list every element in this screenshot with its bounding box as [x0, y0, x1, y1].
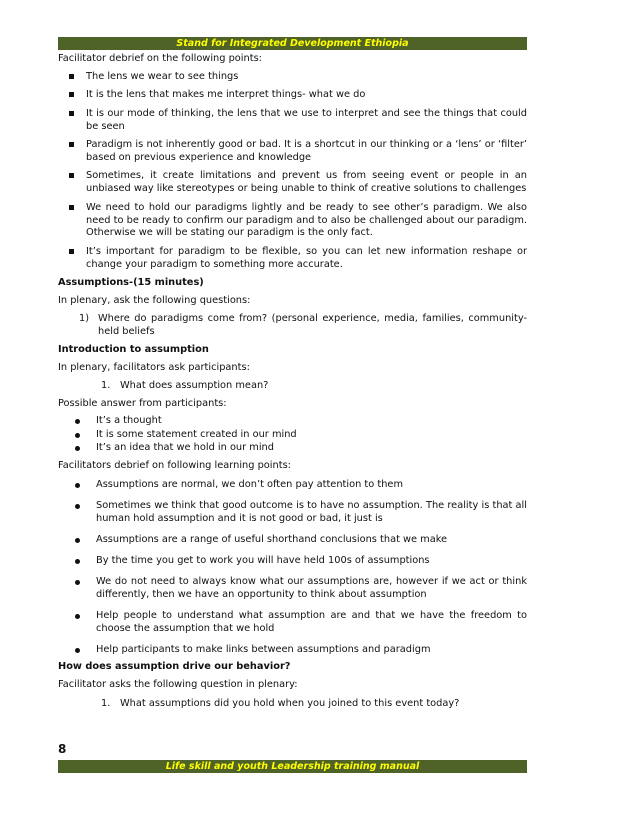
- list-item: Assumptions are a range of useful shorthand conclusions that we make: [58, 534, 527, 547]
- plenary-questions-list: [58, 313, 527, 339]
- list-item: We do not need to always know what our assumptions are, however if we act or think differently, then we have an opportunity to think about assumption: [58, 576, 527, 602]
- list-item: 1. What assumptions did you hold when you joined to this event today?: [101, 697, 460, 709]
- list-item: It is our mode of thinking, the lens that we use to interpret and see the things that could be seen: [58, 108, 527, 134]
- round-bullet-icon: [75, 559, 80, 564]
- answers-list: [58, 415, 527, 455]
- debrief-intro: Facilitator debrief on the following points:: [58, 53, 262, 64]
- round-bullet-icon: [75, 419, 80, 424]
- round-bullet-icon: [75, 504, 80, 509]
- page-number: 8: [58, 742, 67, 756]
- assumptions-heading: Assumptions-(15 minutes): [58, 277, 204, 289]
- learning-intro: Facilitators debrief on following learning points:: [58, 459, 291, 471]
- drive-questions-list: [58, 698, 527, 711]
- round-bullet-icon: [75, 648, 80, 653]
- possible-answer: Possible answer from participants:: [58, 397, 227, 409]
- round-bullet-icon: [75, 580, 80, 585]
- list-item: By the time you get to work you will have held 100s of assumptions: [58, 555, 527, 568]
- list-item: Help participants to make links between assumptions and paradigm: [58, 644, 527, 657]
- round-bullet-icon: [75, 614, 80, 619]
- square-bullet-icon: [69, 142, 74, 147]
- plenary-intro: In plenary, ask the following questions:: [58, 295, 251, 307]
- intro-heading: Introduction to assumption: [58, 343, 209, 355]
- drive-heading: How does assumption drive our behavior?: [58, 661, 291, 673]
- list-item: It’s an idea that we hold in our mind: [58, 442, 527, 455]
- round-bullet-icon: [75, 433, 80, 438]
- header-bar: [58, 37, 527, 50]
- square-bullet-icon: [69, 111, 74, 116]
- learning-points-list: [58, 479, 527, 657]
- list-item: 1. What does assumption mean?: [101, 379, 269, 391]
- list-item: Paradigm is not inherently good or bad. It is a shortcut in our thinking or a ‘lens’ or ‘filter’ based on previous experience and knowledge: [58, 139, 527, 165]
- list-item: Sometimes, it create limitations and prevent us from seeing event or people in an unbiased way like stereotypes or being unable to think of creative solutions to challenges: [58, 170, 527, 196]
- list-item: Sometimes we think that good outcome is to have no assumption. The reality is that all human hold assumption and it is not good or bad, it just is: [58, 500, 527, 526]
- square-bullet-icon: [69, 74, 74, 79]
- list-item: Assumptions are normal, we don’t often pay attention to them: [58, 479, 527, 492]
- round-bullet-icon: [75, 446, 80, 451]
- list-item: The lens we wear to see things: [58, 71, 527, 84]
- page-content: [58, 53, 527, 716]
- intro-questions-list: [58, 380, 527, 393]
- list-item: It is the lens that makes me interpret things- what we do: [58, 89, 527, 102]
- drive-intro: Facilitator asks the following question in plenary:: [58, 678, 298, 690]
- list-item: We need to hold our paradigms lightly and be ready to see other’s paradigm. We also need to be ready to confirm our paradigm and to also be challenged about our paradigm. Otherwise we will be stating our paradigm is the only fact.: [58, 202, 527, 241]
- footer-title: Life skill and youth Leadership training manual: [165, 761, 420, 772]
- list-item: 1) Where do paradigms come from? (personal experience, media, families, community-held beliefs: [79, 313, 527, 337]
- round-bullet-icon: [75, 538, 80, 543]
- paradigm-points-list: [58, 71, 527, 272]
- square-bullet-icon: [69, 173, 74, 178]
- square-bullet-icon: [69, 249, 74, 254]
- square-bullet-icon: [69, 92, 74, 97]
- header-title: Stand for Integrated Development Ethiopia: [176, 38, 409, 49]
- intro-plenary: In plenary, facilitators ask participants:: [58, 361, 250, 373]
- footer-bar: [58, 760, 527, 773]
- list-item: It’s a thought: [58, 415, 527, 428]
- list-item: It’s important for paradigm to be flexible, so you can let new information reshape or change your paradigm to something more accurate.: [58, 246, 527, 272]
- list-item: Help people to understand what assumption are and that we have the freedom to choose the assumption that we hold: [58, 610, 527, 636]
- square-bullet-icon: [69, 205, 74, 210]
- list-item: It is some statement created in our mind: [58, 429, 527, 442]
- round-bullet-icon: [75, 483, 80, 488]
